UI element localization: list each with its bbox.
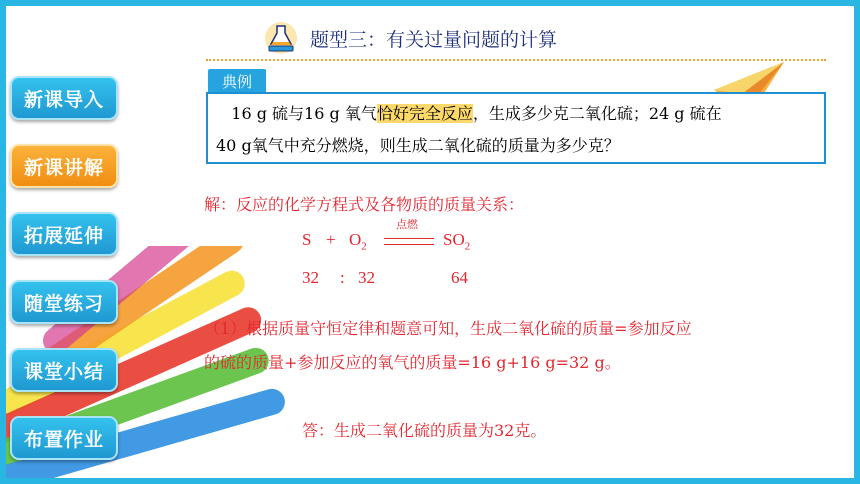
reactant-o2-symbol: O [349,230,362,249]
mass-o2: 32 [358,268,375,287]
example-box [206,92,826,164]
reactant-o2 [349,230,367,252]
sidebar-item-label: 课堂小结 [23,360,104,383]
highlight-text: 恰好完全反应 [376,104,473,123]
example-text: 16 g 硫与16 g 氧气 [231,104,377,123]
example-tag: 典例 [208,69,266,93]
plus-sign: + [326,230,336,249]
product-so2 [443,230,470,252]
page-title: 题型三：有关过量问题的计算 [310,28,558,51]
mass-so2: 64 [451,268,468,287]
sidebar-item-summary[interactable] [10,348,118,392]
example-line-2: 40 g氧气中充分燃烧，则生成二氧化硫的质量为多少克？ [216,136,620,155]
product-so2-symbol: SO [443,230,465,249]
flask-book-icon [264,21,298,55]
mass-separator: : [340,268,345,287]
reaction-equal-sign [384,238,434,245]
reaction-condition: 点燃 [396,218,418,231]
sidebar-item-homework[interactable] [10,416,118,460]
title-bar [264,20,664,56]
example-line-1 [216,98,816,130]
sidebar-item-extension[interactable] [10,212,118,256]
solution-answer: 答：生成二氧化硫的质量为32克。 [302,421,547,440]
sidebar-item-label: 布置作业 [23,428,104,451]
sidebar-item-label: 新课讲解 [23,156,104,179]
sidebar-item-practice[interactable] [10,280,118,324]
solution-part1-line2: 的硫的质量+参加反应的氧气的质量=16 g+16 g=32 g。 [204,353,621,372]
product-so2-subscript: 2 [464,240,471,253]
sidebar-item-intro[interactable] [10,76,118,120]
sidebar-item-label: 随堂练习 [23,292,104,315]
sidebar-item-label: 拓展延伸 [23,224,104,247]
example-text: ，生成多少克二氧化硫；24 g 硫在 [472,104,722,123]
solution-intro: 解：反应的化学方程式及各物质的质量关系： [204,195,525,214]
solution-part1-line1: （1）根据质量守恒定律和题意可知，生成二氧化硫的质量=参加反应 [204,319,692,338]
sidebar-item-label: 新课导入 [23,88,104,111]
reactant-o2-subscript: 2 [361,240,367,253]
reactant-s: S [302,230,312,249]
slide-content [6,6,854,478]
mass-s: 32 [302,268,319,287]
sidebar-item-lesson[interactable] [10,144,118,188]
